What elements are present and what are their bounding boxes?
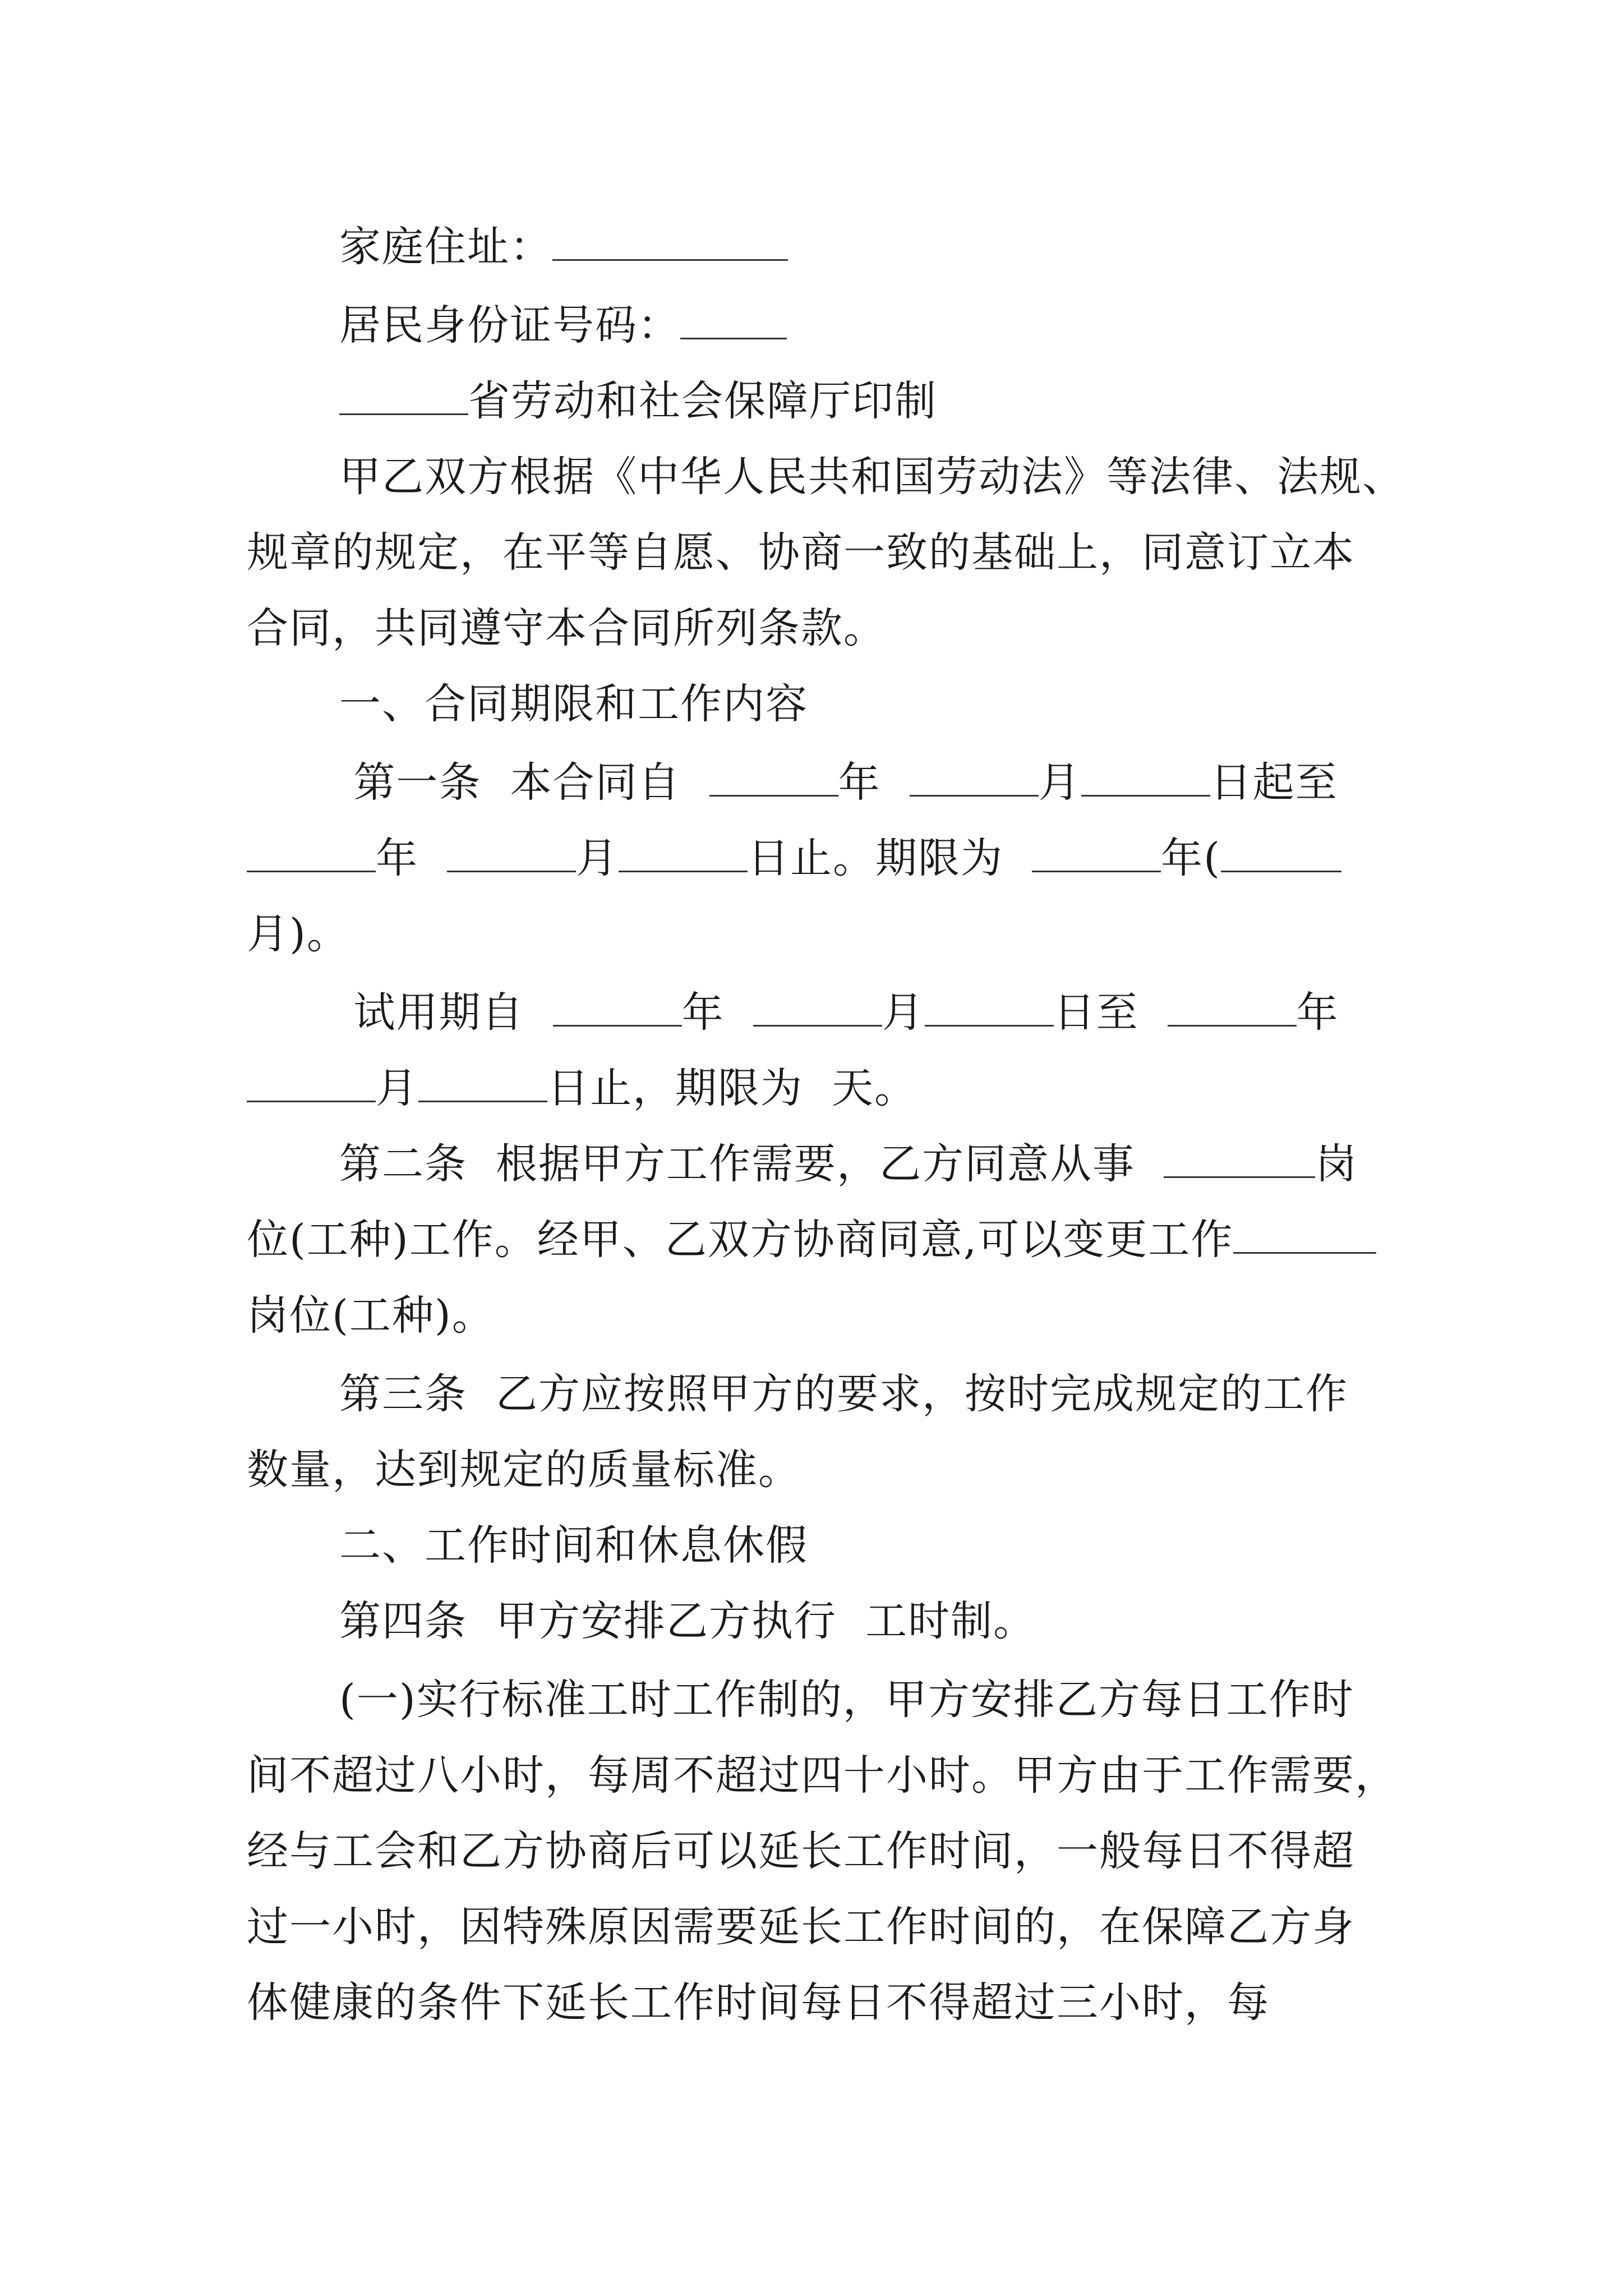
text-line-article-1c: [247, 903, 349, 965]
text-line-clause-1b: [247, 1745, 1398, 1806]
fill-in-blank[interactable]: [1081, 758, 1210, 797]
section-heading-2: [339, 1515, 808, 1576]
line-text: (一)实行标准工时工作制的，甲方安排乙方每日工作时: [339, 1676, 1354, 1724]
fill-in-blank[interactable]: [339, 376, 468, 415]
line-text: 甲乙双方根据《中华人民共和国劳动法》等法律、法规、: [339, 453, 1405, 501]
text-line-article-1b: [247, 827, 1341, 889]
fill-in-blank[interactable]: [1032, 834, 1161, 872]
text-line-clause-1a: [339, 1669, 1354, 1731]
text-line-printer: [339, 370, 937, 432]
line-text: 年: [681, 988, 753, 1037]
line-text: 月: [576, 834, 619, 882]
text-line-article-3b: [247, 1439, 801, 1501]
line-text: 体健康的条件下延长工作时间每日不得超过三小时，每: [247, 1978, 1270, 2027]
text-line-preamble-2: [247, 522, 1355, 583]
line-text: 一、合同期限和工作内容: [339, 680, 808, 728]
line-text: 岗: [1315, 1140, 1358, 1188]
text-line-article-3a: [339, 1363, 1348, 1425]
fill-in-blank[interactable]: [1233, 1215, 1376, 1254]
line-text: 省劳动和社会保障厅印制: [468, 377, 937, 425]
line-text: 日止。期限为: [748, 834, 1032, 882]
line-text: 年: [838, 758, 910, 807]
line-text: 规章的规定，在平等自愿、协商一致的基础上，同意订立本: [247, 528, 1355, 577]
text-line-article-1a: [339, 752, 1338, 813]
section-heading-1: [339, 673, 808, 735]
line-text: 过一小时，因特殊原因需要延长工作时间的，在保障乙方身: [247, 1903, 1355, 1951]
fill-in-blank[interactable]: [553, 988, 682, 1027]
text-line-probation-1: [339, 982, 1339, 1043]
line-text: 日止，期限为 天。: [547, 1064, 917, 1112]
line-text: 间不超过八小时，每周不超过四十小时。甲方由于工作需要，: [247, 1751, 1398, 1800]
line-text: 日至: [1053, 988, 1168, 1037]
text-line-article-2a: [339, 1133, 1358, 1195]
text-line-preamble-3: [247, 597, 886, 659]
line-text: 家庭住址：: [339, 223, 552, 271]
fill-in-blank[interactable]: [247, 834, 376, 872]
text-line-clause-1c: [247, 1820, 1355, 1882]
line-text: 月)。: [247, 910, 349, 958]
line-text: 年: [376, 834, 448, 882]
fill-in-blank[interactable]: [709, 758, 838, 797]
text-line-clause-1e: [247, 1972, 1270, 2033]
line-text: 岗位(工种)。: [247, 1291, 495, 1340]
line-text: 第四条 甲方安排乙方执行 工时制。: [339, 1597, 1036, 1645]
line-text: 年(: [1161, 834, 1221, 882]
line-text: 年: [1296, 988, 1339, 1037]
line-text: 合同，共同遵守本合同所列条款。: [247, 604, 886, 652]
line-text: 数量，达到规定的质量标准。: [247, 1446, 801, 1494]
text-line-article-2c: [247, 1285, 495, 1346]
fill-in-blank[interactable]: [552, 222, 788, 261]
fill-in-blank[interactable]: [1164, 1139, 1315, 1178]
fill-in-blank[interactable]: [247, 1064, 376, 1102]
line-text: 二、工作时间和休息休假: [339, 1521, 808, 1570]
fill-in-blank[interactable]: [925, 988, 1054, 1027]
line-text: 位(工种)工作。经甲、乙双方协商同意,可以变更工作: [247, 1216, 1234, 1264]
fill-in-blank[interactable]: [680, 301, 787, 339]
fill-in-blank[interactable]: [753, 988, 882, 1027]
text-line-probation-2: [247, 1057, 917, 1119]
line-text: 月: [376, 1064, 418, 1112]
fill-in-blank[interactable]: [447, 834, 576, 872]
text-line-article-4: [339, 1590, 1036, 1652]
text-line-preamble-1: [339, 446, 1405, 508]
line-text: 经与工会和乙方协商后可以延长工作时间，一般每日不得超: [247, 1827, 1355, 1875]
fill-in-blank[interactable]: [1168, 988, 1297, 1027]
line-text: 试用期自: [339, 988, 553, 1037]
line-text: 第二条 根据甲方工作需要，乙方同意从事: [339, 1140, 1164, 1188]
line-text: 日起至: [1210, 758, 1338, 807]
line-text: 居民身份证号码：: [339, 301, 680, 349]
text-line-article-2b: [247, 1209, 1376, 1271]
text-line-clause-1d: [247, 1896, 1355, 1958]
line-text: 月: [882, 988, 925, 1037]
line-text: 第一条 本合同自: [339, 758, 709, 807]
line-text: 月: [1038, 758, 1081, 807]
fill-in-blank[interactable]: [619, 834, 748, 872]
fill-in-blank[interactable]: [418, 1064, 547, 1102]
fill-in-blank[interactable]: [1221, 834, 1341, 872]
text-line-id-number: [339, 295, 787, 356]
line-text: 第三条 乙方应按照甲方的要求，按时完成规定的工作: [339, 1370, 1349, 1418]
fill-in-blank[interactable]: [910, 758, 1039, 797]
text-line-home-address: [339, 216, 788, 278]
